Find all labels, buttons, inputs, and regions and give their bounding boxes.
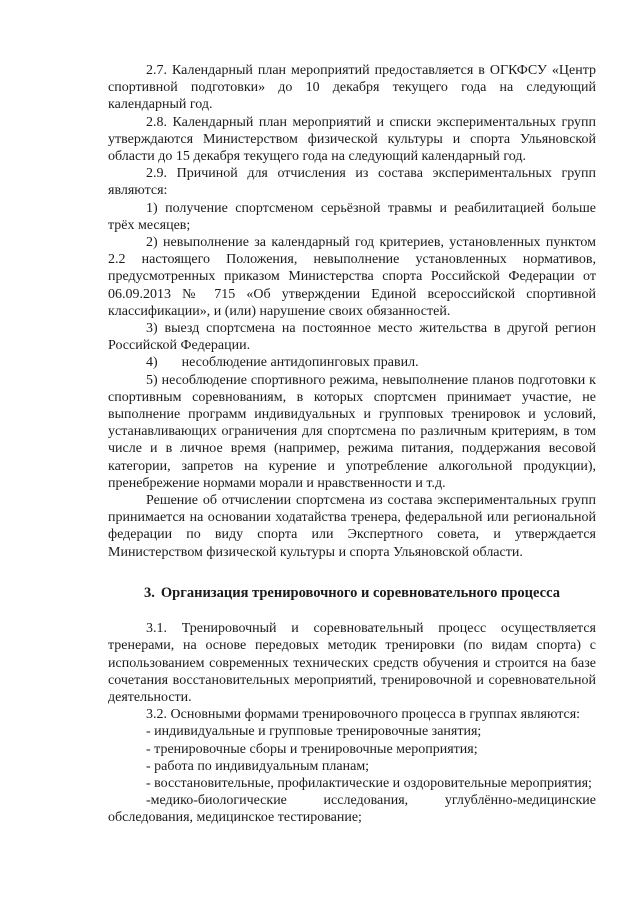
section-3-heading bbox=[108, 585, 596, 602]
bullet-item-b: - тренировочные сборы и тренировочные мероприятия; bbox=[146, 741, 478, 757]
bullet-item-d: - восстановительные, профилактические и оздоровительные мероприятия; bbox=[146, 775, 592, 791]
document-page bbox=[108, 62, 596, 827]
section-3-title: Организация тренировочного и соревновательного процесса bbox=[160, 584, 560, 601]
list-item-1: 1) получение спортсменом серьёзной травмы и реабилитацией больше трёх месяцев; bbox=[108, 200, 596, 233]
list-item-4-number: 4) bbox=[146, 355, 158, 371]
paragraph-2-8: 2.8. Календарный план мероприятий и списки экспериментальных групп утверждаются Министерством физической культуры и спорта Ульяновской области до 15 декабря текущего года на следующий календарный год. bbox=[108, 114, 596, 165]
paragraph-2-9: 2.9. Причиной для отчисления из состава экспериментальных групп являются: bbox=[108, 166, 596, 199]
bullet-item-e: -медико-биологические исследования, углублённо-медицинские обследования, медицинское тестирование; bbox=[108, 793, 596, 826]
list-item-4 bbox=[108, 354, 596, 371]
list-item-4-text: несоблюдение антидопинговых правил. bbox=[181, 355, 419, 371]
paragraph-decision: Решение об отчислении спортсмена из состава экспериментальных групп принимается на основании ходатайства тренера, федеральной или региональной федерации по виду спорта или Экспертного совета, и утверждается Министерством физической культуры и спорта Ульяновской области. bbox=[108, 493, 596, 560]
bullet-item-c: - работа по индивидуальным планам; bbox=[146, 758, 370, 774]
bullet-item-a: - индивидуальные и групповые тренировочные занятия; bbox=[146, 724, 482, 740]
paragraph-3-1: 3.1. Тренировочный и соревновательный процесс осуществляется тренерами, на основе передовых методик тренировки (по видам спорта) с использованием современных технических средств обучения и строится на базе сочетания восстановительных мероприятий, тренировочной и соревновательной деятельности. bbox=[108, 621, 596, 705]
paragraph-2-7: 2.7. Календарный план мероприятий предоставляется в ОГКФСУ «Центр спортивной подготовки» до 10 декабря текущего года на следующий календарный год. bbox=[108, 63, 596, 113]
list-item-3: 3) выезд спортсмена на постоянное место жительства в другой регион Российской Федерации. bbox=[108, 321, 596, 354]
section-3-number: 3. bbox=[144, 584, 155, 601]
list-item-5: 5) несоблюдение спортивного режима, невыполнение планов подготовки к спортивным соревнованиям, в которых спортсмен принимает участие, не выполнение программ индивидуальных и групповых тренировок и условий, устанавливающих ограничения для спортсмена по различным критериям, в том числе и в личное время (например, режима питания, поддержания весовой категории, запретов на курение и употребление алкогольной продукции), пренебрежение нормами морали и нравственности и т.д. bbox=[108, 372, 596, 491]
list-item-2: 2) невыполнение за календарный год критериев, установленных пунктом 2.2 настоящего Положения, невыполнение установленных нормативов, предусмотренных приказом Министерства спорта Российской Федерации от 06.09.2013 № 715 «Об утверждении Единой всероссийской спортивной классификации», и (или) нарушение своих обязанностей. bbox=[108, 235, 596, 319]
paragraph-3-2: 3.2. Основными формами тренировочного процесса в группах являются: bbox=[146, 707, 581, 723]
